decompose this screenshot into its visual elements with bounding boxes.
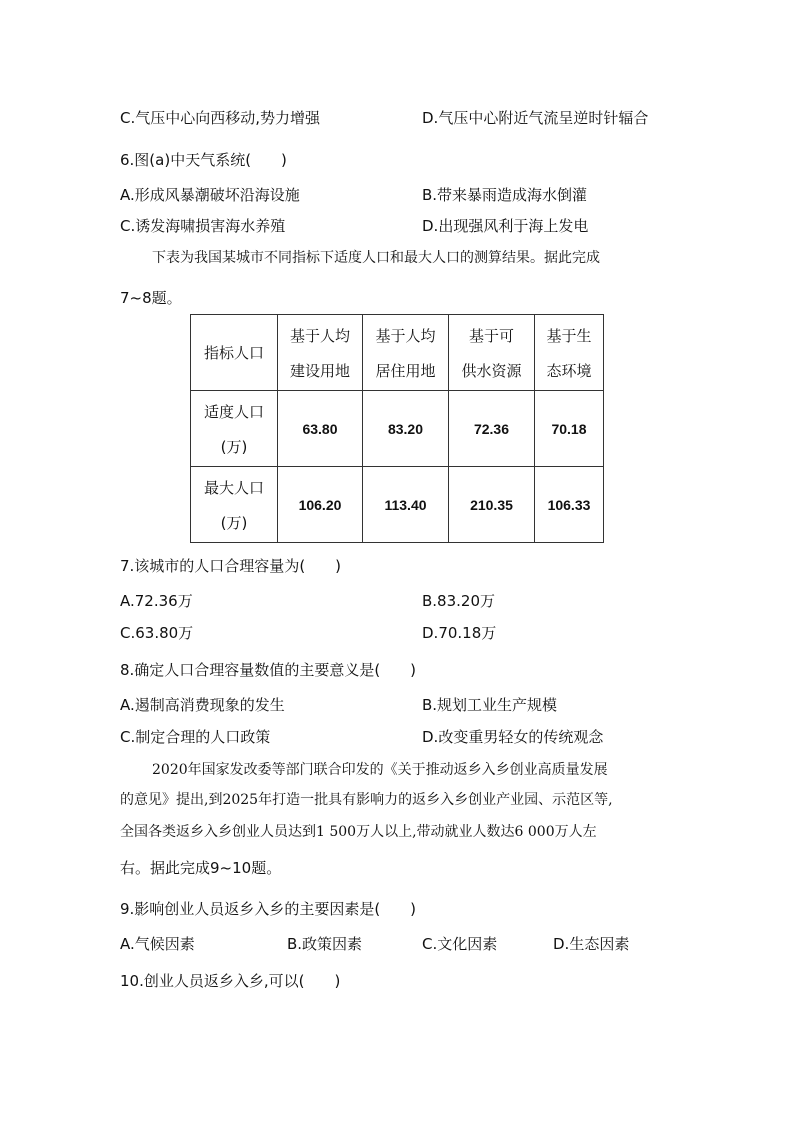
table-row-label: 最大人口 (万) (191, 467, 278, 543)
table-header-cell: 基于生 态环境 (535, 315, 604, 391)
table-cell: 70.18 (535, 391, 604, 467)
table-cell: 106.20 (278, 467, 363, 543)
intro-7-8-line1: 下表为我国某城市不同指标下适度人口和最大人口的测算结果。据此完成 (152, 250, 600, 266)
q9-option-b: B.政策因素 (287, 935, 363, 953)
q8-stem: 8.确定人口合理容量数值的主要意义是( ) (120, 661, 417, 679)
table-cell: 210.35 (449, 467, 535, 543)
table-row (191, 467, 604, 543)
table-cell: 113.40 (363, 467, 449, 543)
table-cell: 63.80 (278, 391, 363, 467)
q8-option-a: A.遏制高消费现象的发生 (120, 696, 285, 714)
q9-option-d: D.生态因素 (553, 935, 630, 953)
q5-option-c: C.气压中心向西移动,势力增强 (120, 109, 321, 127)
intro-9-10-line4: 右。据此完成9~10题。 (120, 859, 282, 877)
intro-9-10-line1: 2020年国家发改委等部门联合印发的《关于推动返乡入乡创业高质量发展 (152, 762, 608, 778)
table-row (191, 391, 604, 467)
table-header-cell: 基于可 供水资源 (449, 315, 535, 391)
intro-7-8-line2: 7~8题。 (120, 289, 182, 307)
q9-option-a: A.气候因素 (120, 935, 195, 953)
intro-9-10-line2: 的意见》提出,到2025年打造一批具有影响力的返乡入乡创业产业园、示范区等, (120, 792, 613, 808)
q7-option-b: B.83.20万 (422, 592, 496, 610)
q8-option-d: D.改变重男轻女的传统观念 (422, 728, 604, 746)
q6-stem: 6.图(a)中天气系统( ) (120, 151, 287, 169)
q6-option-d: D.出现强风利于海上发电 (422, 217, 589, 235)
q10-stem: 10.创业人员返乡入乡,可以( ) (120, 972, 341, 990)
table-header-label: 指标人口 (191, 315, 278, 391)
table-header-cell: 基于人均 居住用地 (363, 315, 449, 391)
q7-option-d: D.70.18万 (422, 624, 497, 642)
table-cell: 83.20 (363, 391, 449, 467)
table-header-cell: 基于人均 建设用地 (278, 315, 363, 391)
population-table (190, 314, 604, 543)
q8-option-c: C.制定合理的人口政策 (120, 728, 271, 746)
q9-stem: 9.影响创业人员返乡入乡的主要因素是( ) (120, 900, 417, 918)
q7-stem: 7.该城市的人口合理容量为( ) (120, 557, 342, 575)
table-cell: 72.36 (449, 391, 535, 467)
q7-option-c: C.63.80万 (120, 624, 194, 642)
q5-option-d: D.气压中心附近气流呈逆时针辐合 (422, 109, 649, 127)
q6-option-b: B.带来暴雨造成海水倒灌 (422, 186, 588, 204)
q6-option-c: C.诱发海啸损害海水养殖 (120, 217, 286, 235)
q8-option-b: B.规划工业生产规模 (422, 696, 558, 714)
table-row-label: 适度人口 (万) (191, 391, 278, 467)
table-header-row (191, 315, 604, 391)
q6-option-a: A.形成风暴潮破坏沿海设施 (120, 186, 300, 204)
intro-9-10-line3: 全国各类返乡入乡创业人员达到1 500万人以上,带动就业人数达6 000万人左 (120, 824, 597, 840)
q7-option-a: A.72.36万 (120, 592, 193, 610)
table-cell: 106.33 (535, 467, 604, 543)
q9-option-c: C.文化因素 (422, 935, 498, 953)
